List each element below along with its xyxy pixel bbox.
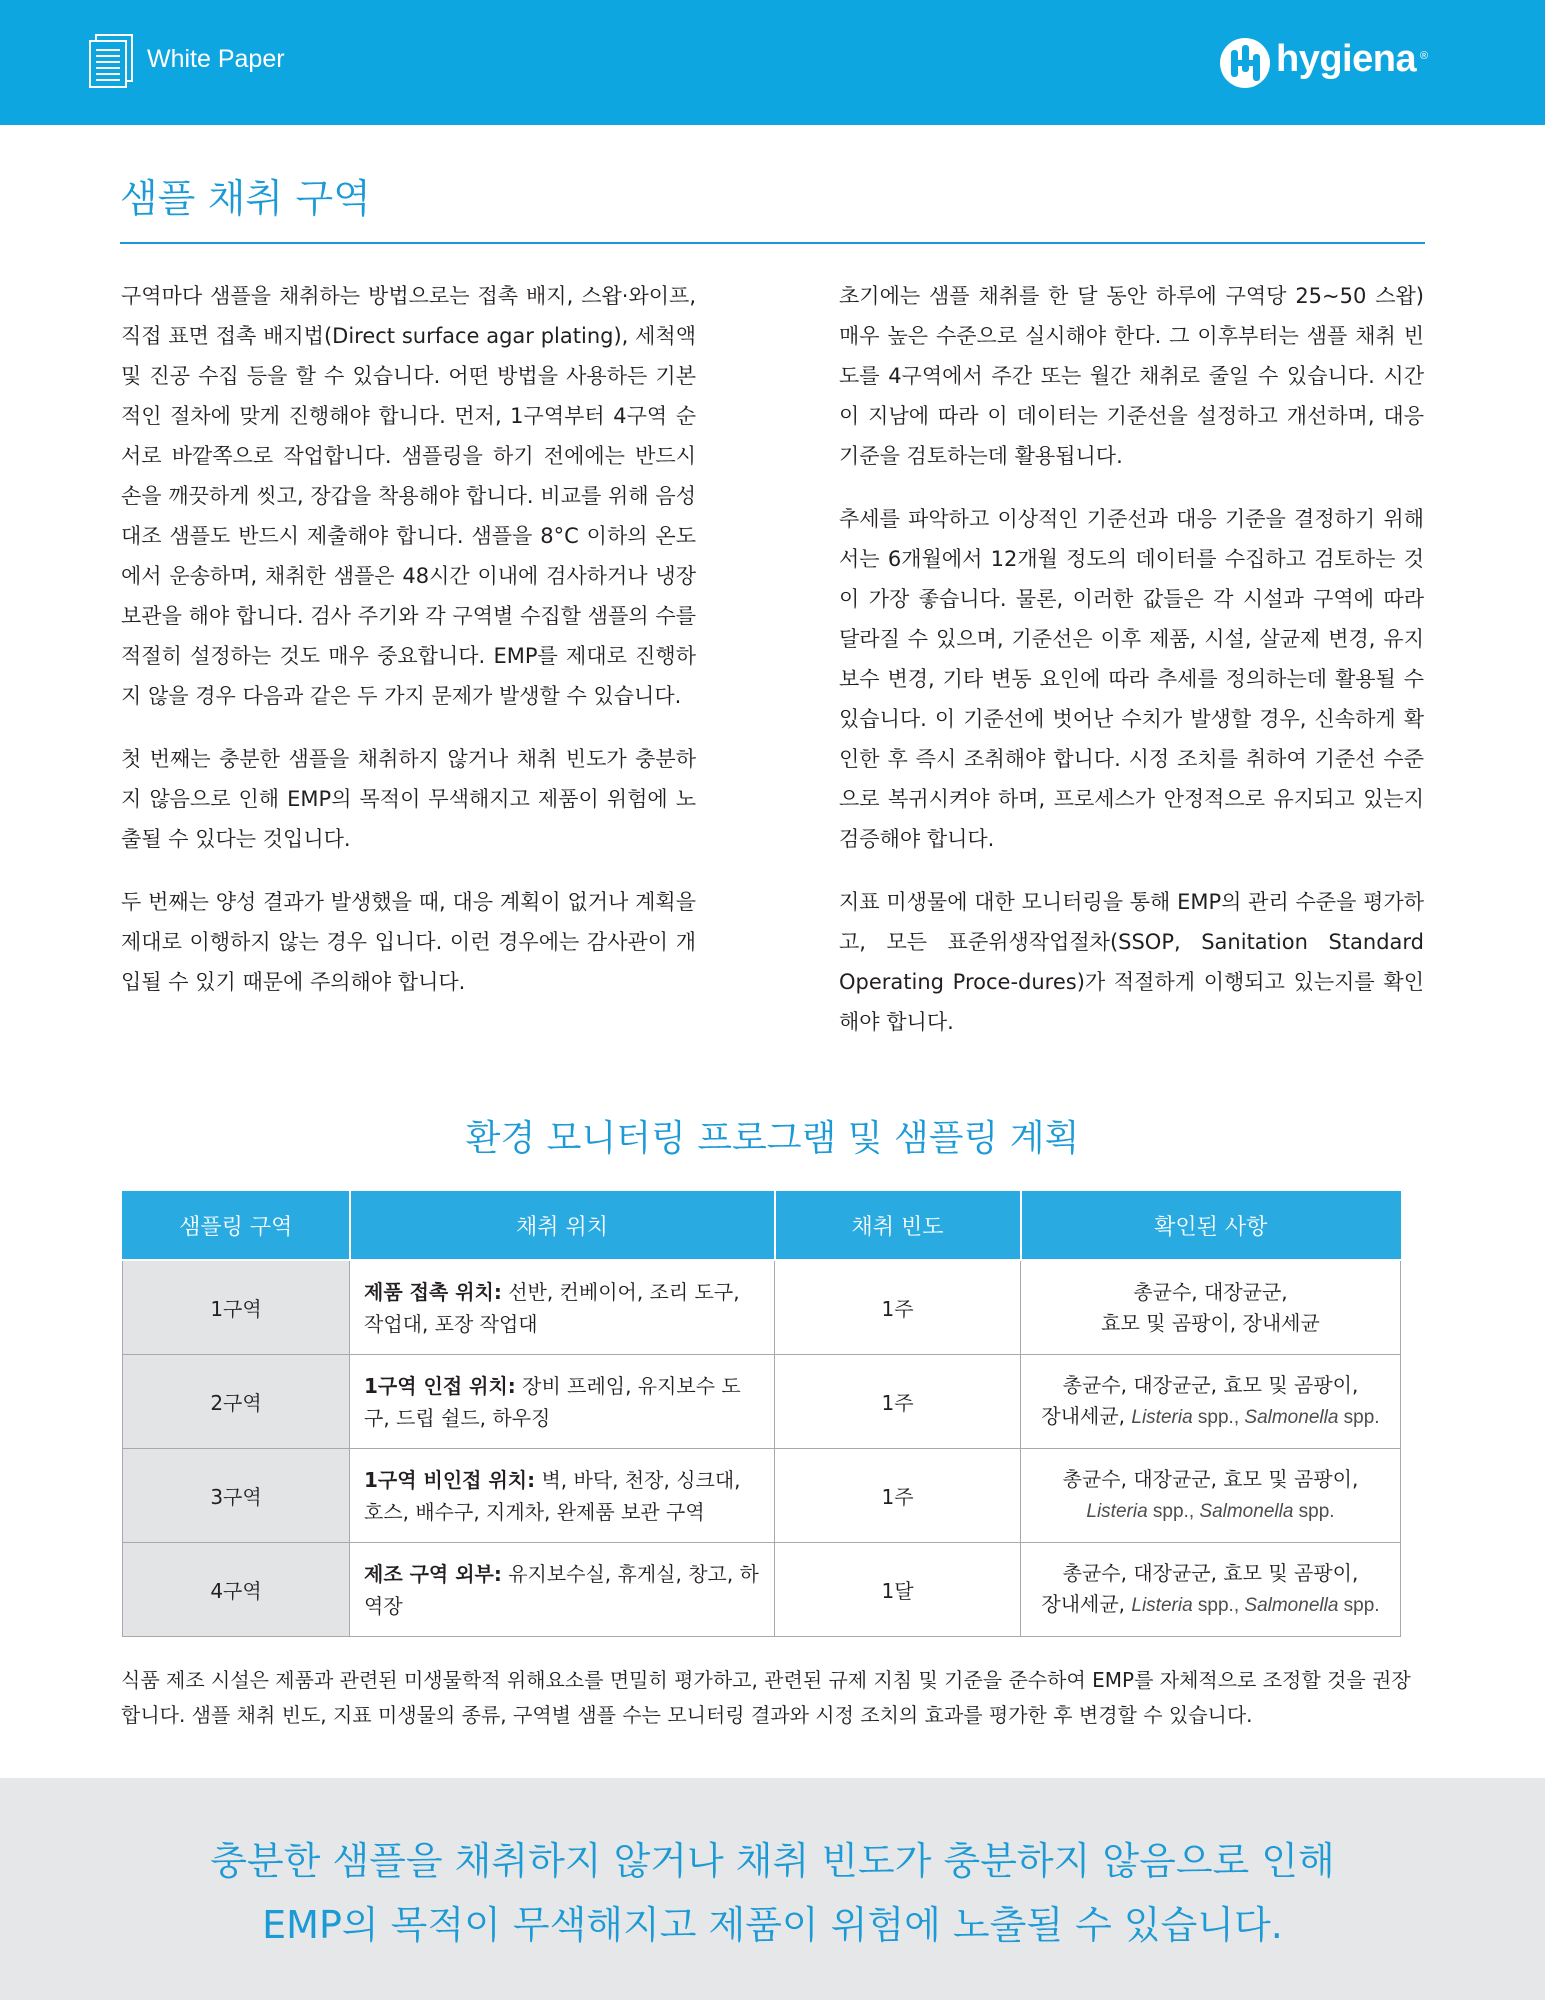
callout-line: EMP의 목적이 무색해지고 제품이 위험에 노출될 수 있습니다. [262, 1903, 1283, 1947]
organism-suffix: spp., [1192, 1407, 1245, 1428]
organism-name: Listeria [1131, 1407, 1193, 1428]
zone-cell: 2구역 [123, 1355, 350, 1449]
location-label: 1구역 인접 위치: [364, 1373, 516, 1398]
paragraph: 첫 번째는 충분한 샘플을 채취하지 않거나 채취 빈도가 충분하지 않음으로 인해 EMP의 목적이 무색해지고 제품이 위험에 노출될 수 있다는 것입니다. [121, 747, 696, 851]
organism-name: Listeria [1086, 1501, 1148, 1522]
findings-line: 총균수, 대장균군, 효모 및 곰팡이, [1062, 1467, 1359, 1491]
findings-cell [1021, 1449, 1401, 1543]
logo-text: hygiena [1276, 38, 1417, 80]
column-header: 샘플링 구역 [123, 1191, 350, 1260]
table-row [123, 1260, 1401, 1355]
organism-suffix: spp. [1293, 1501, 1335, 1522]
document-icon [88, 34, 134, 90]
sampling-plan-table [122, 1191, 1401, 1637]
frequency-cell: 1달 [775, 1543, 1021, 1637]
location-cell [350, 1543, 775, 1637]
organism-suffix: spp., [1147, 1501, 1200, 1522]
column-header: 채취 위치 [350, 1191, 775, 1260]
location-text: 유지보수실, 휴게실, 창고, 하역장 [364, 1561, 759, 1618]
frequency-cell: 1주 [775, 1355, 1021, 1449]
zone-cell: 3구역 [123, 1449, 350, 1543]
organism-name: Listeria [1131, 1595, 1193, 1616]
findings-line: 총균수, 대장균군, 효모 및 곰팡이, [1062, 1561, 1359, 1585]
organism-suffix: spp. [1338, 1407, 1380, 1428]
column-header: 채취 빈도 [775, 1191, 1021, 1260]
table-header-row [123, 1191, 1401, 1260]
table-note: 식품 제조 시설은 제품과 관련된 미생물학적 위해요소를 면밀히 평가하고, 관련된 규제 지침 및 기준을 준수하여 EMP를 자체적으로 조정할 것을 권장합니다. 샘플 채취 빈도, 지표 미생물의 종류, 구역별 샘플 수는 모니터링 결과와 시정 조치의 효과를 평가한 후 변경할 수 있습니다. [121, 1668, 1411, 1727]
location-label: 제조 구역 외부: [364, 1561, 502, 1586]
table-row [123, 1449, 1401, 1543]
findings-cell [1021, 1355, 1401, 1449]
findings-cell [1021, 1260, 1401, 1355]
table-row [123, 1543, 1401, 1637]
frequency-cell: 1주 [775, 1449, 1021, 1543]
location-cell [350, 1260, 775, 1355]
findings-line: 장내세균, [1041, 1404, 1126, 1428]
table-title: 환경 모니터링 프로그램 및 샘플링 계획 [465, 1118, 1080, 1159]
callout-band [0, 1778, 1545, 2000]
zone-cell: 1구역 [123, 1260, 350, 1355]
location-cell [350, 1355, 775, 1449]
findings-line: 총균수, 대장균군, [1133, 1279, 1288, 1304]
paragraph: 추세를 파악하고 이상적인 기준선과 대응 기준을 결정하기 위해서는 6개월에서 12개월 정도의 데이터를 수집하고 검토하는 것이 가장 좋습니다. 물론, 이러한 값들은 각 시설과 구역에 따라 달라질 수 있으며, 기준선은 이후 제품, 시설, 살균제 변경, 유지 보수 변경, 기타 변동 요인에 따라 추세를 정의하는데 활용될 수 있습니다. 이 기준선에 벗어난 수치가 발생할 경우, 신속하게 확인한 후 즉시 조취해야 합니다. 시정 조치를 취하여 기준선 수준으로 복귀시켜야 하며, 프로세스가 안정적으로 유지되고 있는지 검증해야 합니다. [839, 507, 1424, 851]
logo-registered-mark: ® [1420, 50, 1429, 62]
column-header: 확인된 사항 [1021, 1191, 1401, 1260]
title-divider [120, 242, 1425, 244]
header-label: White Paper [147, 45, 285, 73]
paragraph: 초기에는 샘플 채취를 한 달 동안 하루에 구역당 25~50 스왑) 매우 높은 수준으로 실시해야 한다. 그 이후부터는 샘플 채취 빈도를 4구역에서 주간 또는 월간 채취로 줄일 수 있습니다. 시간이 지남에 따라 이 데이터는 기준선을 설정하고 개선하며, 대응 기준을 검토하는데 활용됩니다. [839, 284, 1424, 468]
organism-name: Salmonella [1199, 1501, 1294, 1522]
paragraph: 두 번째는 양성 결과가 발생했을 때, 대응 계획이 없거나 계획을 제대로 이행하지 않는 경우 입니다. 이런 경우에는 감사관이 개입될 수 있기 때문에 주의해야 합니다. [121, 890, 696, 994]
paragraph: 지표 미생물에 대한 모니터링을 통해 EMP의 관리 수준을 평가하고, 모든 표준위생작업절차(SSOP, Sanitation Standard Operating Proce-dures)가 적절하게 이행되고 있는지를 확인해야 합니다. [839, 890, 1424, 1034]
location-cell [350, 1449, 775, 1543]
paragraph: 구역마다 샘플을 채취하는 방법으로는 접촉 배지, 스왑·와이프, 직접 표면 접촉 배지법(Direct surface agar plating), 세척액 및 진공 수집 등을 할 수 있습니다. 어떤 방법을 사용하든 기본적인 절차에 맞게 진행해야 합니다. 먼저, 1구역부터 4구역 순서로 바깥쪽으로 작업합니다. 샘플링을 하기 전에에는 반드시 손을 깨끗하게 씻고, 장갑을 착용해야 합니다. 비교를 위해 음성 대조 샘플도 반드시 제출해야 합니다. 샘플을 8°C 이하의 온도에서 운송하며, 채취한 샘플은 48시간 이내에 검사하거나 냉장 보관을 해야 합니다. 검사 주기와 각 구역별 수집할 샘플의 수를 적절히 설정하는 것도 매우 중요합니다. EMP를 제대로 진행하지 않을 경우 다음과 같은 두 가지 문제가 발생할 수 있습니다. [121, 284, 696, 708]
location-text: 선반, 컨베이어, 조리 도구, 작업대, 포장 작업대 [364, 1279, 740, 1336]
callout-line: 충분한 샘플을 채취하지 않거나 채취 빈도가 충분하지 않음으로 인해 [210, 1839, 1335, 1883]
hygiena-logo-icon [1218, 36, 1272, 90]
organism-name: Salmonella [1244, 1595, 1339, 1616]
location-label: 1구역 비인접 위치: [364, 1467, 536, 1492]
zone-cell: 4구역 [123, 1543, 350, 1637]
location-text: 장비 프레임, 유지보수 도구, 드립 쉴드, 하우징 [364, 1373, 741, 1430]
organism-suffix: spp. [1338, 1595, 1380, 1616]
frequency-cell: 1주 [775, 1260, 1021, 1355]
location-label: 제품 접촉 위치: [364, 1279, 502, 1304]
findings-line: 효모 및 곰팡이, 장내세균 [1101, 1310, 1320, 1335]
findings-line: 총균수, 대장균군, 효모 및 곰팡이, [1062, 1373, 1359, 1397]
table-row [123, 1355, 1401, 1449]
location-text: 벽, 바닥, 천장, 싱크대, 호스, 배수구, 지게차, 완제품 보관 구역 [364, 1467, 741, 1524]
findings-line: 장내세균, [1041, 1592, 1126, 1616]
section-title: 샘플 채취 구역 [120, 177, 371, 222]
header-bar [0, 0, 1545, 125]
right-column [839, 276, 1424, 1065]
organism-suffix: spp., [1192, 1595, 1245, 1616]
organism-name: Salmonella [1244, 1407, 1339, 1428]
findings-cell [1021, 1543, 1401, 1637]
left-column [121, 276, 696, 1025]
hygiena-logo[interactable] [1218, 34, 1463, 92]
